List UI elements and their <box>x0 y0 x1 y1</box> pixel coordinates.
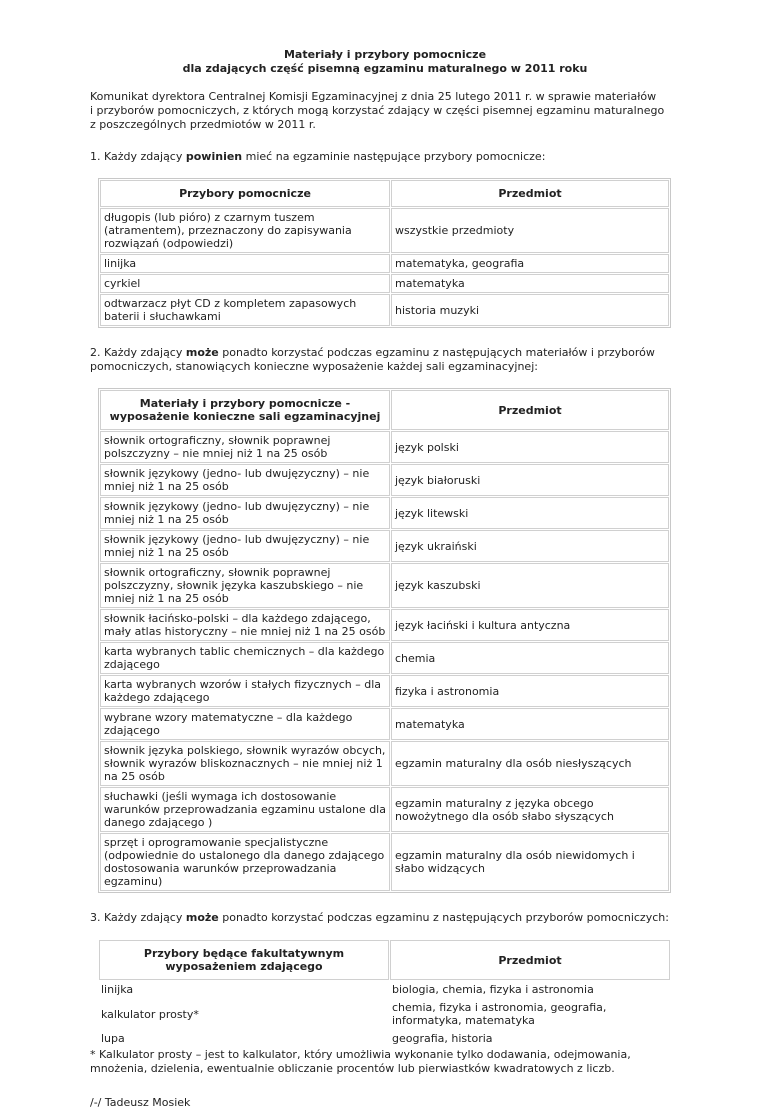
table-cell: słownik językowy (jedno- lub dwujęzyczny) – nie mniej niż 1 na 25 osób <box>100 497 390 529</box>
table-row <box>100 294 669 326</box>
table-cell: linijka <box>101 983 134 996</box>
table-row <box>100 497 669 529</box>
table-row <box>100 833 669 891</box>
table-cell: karta wybranych tablic chemicznych – dla każdego zdającego <box>100 642 390 674</box>
table-row <box>100 464 669 496</box>
table-header-row <box>100 390 669 430</box>
table-cell: wszystkie przedmioty <box>391 208 669 253</box>
section-3-heading <box>90 911 680 925</box>
table-cell: wybrane wzory matematyczne – dla każdego zdającego <box>100 708 390 740</box>
table-row <box>100 431 669 463</box>
table-cell: język polski <box>391 431 669 463</box>
table-cell: linijka <box>100 254 390 273</box>
table-row <box>100 708 669 740</box>
table-cell: biologia, chemia, fizyka i astronomia <box>392 983 594 996</box>
table-cell: chemia <box>391 642 669 674</box>
section-1-text-after: mieć na egzaminie następujące przybory pomocnicze: <box>242 150 546 163</box>
section-2-emphasis: może <box>185 346 219 359</box>
table-row <box>100 609 669 641</box>
table-cell: słownik języka polskiego, słownik wyrazów obcych, słownik wyrazów bliskoznacznych – nie mniej niż 1 na 25 osób <box>100 741 390 786</box>
section-1-text-before: 1. Każdy zdający <box>90 150 186 163</box>
table-row <box>100 741 669 786</box>
table-cell: język litewski <box>391 497 669 529</box>
column-header: Przedmiot <box>391 180 669 207</box>
section-3-emphasis: może <box>185 911 219 924</box>
table-header-row <box>99 940 670 980</box>
intro-paragraph <box>90 90 680 132</box>
table-cell: odtwarzacz płyt CD z kompletem zapasowych baterii i słuchawkami <box>100 294 390 326</box>
required-tools-table <box>98 178 671 328</box>
table-cell: język łaciński i kultura antyczna <box>391 609 669 641</box>
document-page <box>90 48 680 1110</box>
table-row <box>99 1030 670 1047</box>
table-row <box>100 675 669 707</box>
footnote: * Kalkulator prosty – jest to kalkulator, który umożliwia wykonanie tylko dodawania, odejmowania, mnożenia, dzielenia, ewentualnie obliczanie procentów lub pierwiastków kwadratowych z liczb. <box>90 1048 631 1075</box>
table-cell: chemia, fizyka i astronomia, geografia, informatyka, matematyka <box>392 1001 607 1027</box>
table-row <box>100 642 669 674</box>
table-cell: słownik łacińsko-polski – dla każdego zdającego, mały atlas historyczny – nie mniej niż 1 na 25 osób <box>100 609 390 641</box>
column-header: Materiały i przybory pomocnicze - wyposażenie konieczne sali egzaminacyjnej <box>100 390 390 430</box>
table-row <box>99 999 670 1029</box>
table-row <box>100 208 669 253</box>
table-row <box>100 530 669 562</box>
section-1-emphasis: powinien <box>185 150 243 163</box>
section-2-heading <box>90 346 680 374</box>
table-cell: lupa <box>101 1032 125 1045</box>
table-cell: egzamin maturalny dla osób niewidomych i słabo widzących <box>391 833 669 891</box>
title-line-2: dla zdających część pisemną egzaminu maturalnego w 2011 roku <box>182 62 588 75</box>
table-cell: kalkulator prosty* <box>101 1007 199 1021</box>
table-cell: słownik ortograficzny, słownik poprawnej polszczyzny – nie mniej niż 1 na 25 osób <box>100 431 390 463</box>
table-cell: sprzęt i oprogramowanie specjalistyczne (odpowiednie do ustalonego dla danego zdającego dostosowania warunków przeprowadzania egzaminu) <box>100 833 390 891</box>
section-2-text-after: ponadto korzystać podczas egzaminu z następujących materiałów i przyborów pomocniczych, stanowiących konieczne wyposażenie każdej sali egzaminacyjnej: <box>90 346 655 373</box>
table-cell: fizyka i astronomia <box>391 675 669 707</box>
table-row <box>100 563 669 608</box>
section-2-text-before: 2. Każdy zdający <box>90 346 186 359</box>
table-cell: język białoruski <box>391 464 669 496</box>
intro-line-2: i przyborów pomocniczych, z których mogą korzystać zdający w części pisemnej egzaminu maturalnego <box>90 104 665 117</box>
table-cell: długopis (lub pióro) z czarnym tuszem (atramentem), przeznaczony do zapisywania rozwiązań (odpowiedzi) <box>100 208 390 253</box>
section-3-text-before: 3. Każdy zdający <box>90 911 186 924</box>
table-cell: język ukraiński <box>391 530 669 562</box>
table-cell: cyrkiel <box>100 274 390 293</box>
document-title <box>90 48 680 76</box>
table-cell: słuchawki (jeśli wymaga ich dostosowanie warunków przeprowadzania egzaminu ustalone dla danego zdającego ) <box>100 787 390 832</box>
table-cell: matematyka, geografia <box>391 254 669 273</box>
table-row <box>100 274 669 293</box>
column-header: Przybory pomocnicze <box>100 180 390 207</box>
table-cell: geografia, historia <box>392 1032 493 1045</box>
table-cell: matematyka <box>391 708 669 740</box>
table-cell: słownik językowy (jedno- lub dwujęzyczny) – nie mniej niż 1 na 25 osób <box>100 464 390 496</box>
section-1-heading <box>90 150 680 164</box>
room-equipment-table <box>98 388 671 893</box>
table-cell: egzamin maturalny z języka obcego nowożytnego dla osób słabo słyszących <box>391 787 669 832</box>
table-row <box>99 981 670 998</box>
table-cell: słownik ortograficzny, słownik poprawnej polszczyzny, słownik języka kaszubskiego – nie mniej niż 1 na 25 osób <box>100 563 390 608</box>
table-row <box>100 787 669 832</box>
signature: /-/ Tadeusz Mosiek <box>90 1096 191 1109</box>
column-header: Przedmiot <box>391 390 669 430</box>
column-header: Przedmiot <box>390 940 670 980</box>
intro-line-1: Komunikat dyrektora Centralnej Komisji Egzaminacyjnej z dnia 25 lutego 2011 r. w sprawie materiałów <box>90 90 657 103</box>
table-cell: język kaszubski <box>391 563 669 608</box>
title-line-1: Materiały i przybory pomocnicze <box>283 48 487 61</box>
section-3-text-after: ponadto korzystać podczas egzaminu z następujących przyborów pomocniczych: <box>218 911 669 924</box>
table-cell: karta wybranych wzorów i stałych fizycznych – dla każdego zdającego <box>100 675 390 707</box>
table-cell: egzamin maturalny dla osób niesłyszących <box>391 741 669 786</box>
intro-line-3: z poszczególnych przedmiotów w 2011 r. <box>90 118 316 131</box>
table-cell: matematyka <box>391 274 669 293</box>
table-cell: słownik językowy (jedno- lub dwujęzyczny) – nie mniej niż 1 na 25 osób <box>100 530 390 562</box>
table-cell: historia muzyki <box>391 294 669 326</box>
table-header-row <box>100 180 669 207</box>
table-row <box>100 254 669 273</box>
column-header: Przybory będące fakultatywnym wyposażeniem zdającego <box>99 940 389 980</box>
